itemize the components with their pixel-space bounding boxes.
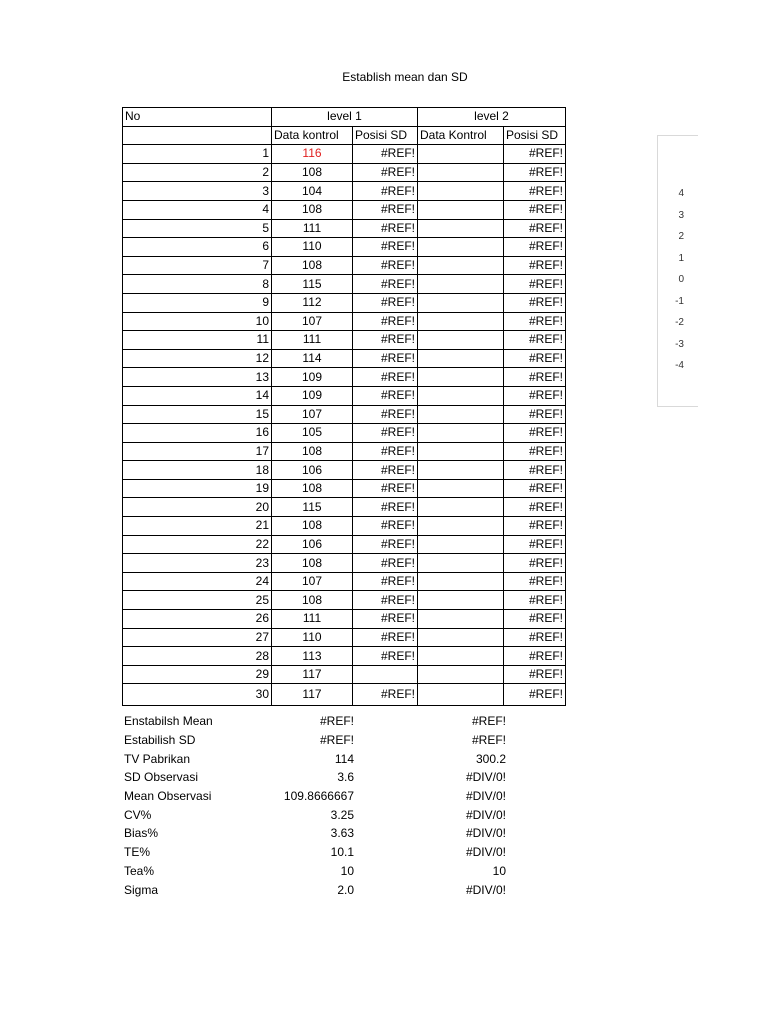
data-kontrol-1-cell[interactable]: 108 [272, 442, 353, 461]
header-posisi-sd-1[interactable]: Posisi SD [353, 126, 418, 145]
header-blank[interactable] [123, 126, 272, 145]
row-number[interactable]: 10 [123, 312, 272, 331]
row-number[interactable]: 3 [123, 182, 272, 201]
table-row [123, 554, 566, 573]
row-number[interactable]: 22 [123, 535, 272, 554]
stat-label[interactable]: Sigma [124, 882, 159, 897]
header-data-kontrol-2[interactable]: Data Kontrol [418, 126, 504, 145]
table-row [123, 479, 566, 498]
table-row [123, 535, 566, 554]
row-number[interactable]: 23 [123, 554, 272, 573]
posisi-sd-2-cell[interactable]: #REF! [504, 535, 566, 554]
row-number[interactable]: 15 [123, 405, 272, 424]
table-row [123, 610, 566, 629]
data-kontrol-1-cell[interactable]: 104 [272, 182, 353, 201]
stat-level1-value[interactable]: 10.1 [330, 845, 354, 860]
y-tick-label: 4 [678, 188, 684, 199]
row-number[interactable]: 6 [123, 238, 272, 257]
posisi-sd-1-cell[interactable]: #REF! [353, 349, 418, 368]
data-kontrol-1-cell[interactable]: 115 [272, 275, 353, 294]
posisi-sd-1-cell[interactable]: #REF! [353, 219, 418, 238]
table-row [123, 293, 566, 312]
header-row-1 [123, 108, 566, 127]
row-number[interactable]: 11 [123, 331, 272, 350]
posisi-sd-2-cell[interactable]: #REF! [504, 293, 566, 312]
stat-label[interactable]: SD Observasi [124, 770, 199, 785]
row-number[interactable]: 28 [123, 647, 272, 666]
stat-gap[interactable] [356, 843, 424, 862]
posisi-sd-2-cell[interactable]: #REF! [504, 238, 566, 257]
posisi-sd-2-cell[interactable]: #REF! [504, 442, 566, 461]
table-row [123, 498, 566, 517]
stat-level1-value[interactable]: 109.8666667 [283, 789, 354, 804]
posisi-sd-1-cell[interactable]: #REF! [353, 424, 418, 443]
posisi-sd-1-cell[interactable]: #REF! [353, 628, 418, 647]
table-row [123, 665, 566, 684]
data-kontrol-2-cell[interactable] [418, 256, 504, 275]
posisi-sd-1-cell[interactable] [353, 665, 418, 684]
chart-fragment [657, 135, 698, 407]
stat-level1-value[interactable]: 2.0 [337, 882, 354, 897]
table-row [123, 386, 566, 405]
data-kontrol-1-cell[interactable]: 117 [272, 684, 353, 706]
stat-level2-value[interactable]: #DIV/0! [465, 789, 506, 804]
posisi-sd-2-cell[interactable]: #REF! [504, 461, 566, 480]
stat-gap[interactable] [356, 749, 424, 768]
stat-level1-value[interactable]: 3.6 [337, 770, 354, 785]
stat-level1-value[interactable]: 10 [340, 863, 354, 878]
row-number[interactable]: 14 [123, 386, 272, 405]
data-kontrol-1-cell[interactable]: 110 [272, 238, 353, 257]
stat-row [122, 787, 508, 806]
posisi-sd-1-cell[interactable]: #REF! [353, 591, 418, 610]
data-kontrol-1-cell[interactable]: 110 [272, 628, 353, 647]
table-row [123, 312, 566, 331]
data-kontrol-2-cell[interactable] [418, 591, 504, 610]
stat-level2-value[interactable]: #DIV/0! [465, 845, 506, 860]
data-kontrol-2-cell[interactable] [418, 200, 504, 219]
data-kontrol-1-cell[interactable]: 106 [272, 535, 353, 554]
posisi-sd-2-cell[interactable]: #REF! [504, 628, 566, 647]
stat-level2-value[interactable]: #DIV/0! [465, 770, 506, 785]
header-level2[interactable]: level 2 [418, 108, 566, 127]
stat-level2-value[interactable]: #DIV/0! [465, 882, 506, 897]
data-kontrol-1-cell[interactable]: 111 [272, 331, 353, 350]
posisi-sd-1-cell[interactable]: #REF! [353, 442, 418, 461]
posisi-sd-2-cell[interactable]: #REF! [504, 517, 566, 536]
data-kontrol-2-cell[interactable] [418, 684, 504, 706]
stat-label[interactable]: TE% [124, 845, 151, 860]
posisi-sd-2-cell[interactable]: #REF! [504, 424, 566, 443]
header-level1[interactable]: level 1 [272, 108, 418, 127]
data-kontrol-2-cell[interactable] [418, 331, 504, 350]
header-row-2 [123, 126, 566, 145]
data-kontrol-2-cell[interactable] [418, 312, 504, 331]
row-number[interactable]: 30 [123, 684, 272, 706]
data-kontrol-2-cell[interactable] [418, 293, 504, 312]
row-number[interactable]: 25 [123, 591, 272, 610]
data-table [122, 107, 566, 706]
table-row [123, 442, 566, 461]
stat-label[interactable]: Enstabilsh Mean [124, 714, 213, 729]
stat-gap[interactable] [356, 731, 424, 750]
posisi-sd-1-cell[interactable]: #REF! [353, 386, 418, 405]
posisi-sd-2-cell[interactable]: #REF! [504, 405, 566, 424]
table-row [123, 331, 566, 350]
stat-level2-value[interactable]: 300.2 [475, 751, 506, 766]
stat-gap[interactable] [356, 787, 424, 806]
posisi-sd-1-cell[interactable]: #REF! [353, 182, 418, 201]
row-number[interactable]: 1 [123, 145, 272, 164]
row-number[interactable]: 12 [123, 349, 272, 368]
data-kontrol-2-cell[interactable] [418, 610, 504, 629]
data-kontrol-1-cell[interactable]: 108 [272, 591, 353, 610]
table-row [123, 424, 566, 443]
data-kontrol-1-cell[interactable]: 105 [272, 424, 353, 443]
y-tick-label: -3 [675, 338, 684, 350]
data-kontrol-1-cell[interactable]: 113 [272, 647, 353, 666]
data-kontrol-2-cell[interactable] [418, 182, 504, 201]
table-row [123, 517, 566, 536]
table-row [123, 256, 566, 275]
data-kontrol-1-cell[interactable]: 117 [272, 665, 353, 684]
stat-label[interactable]: Estabilish SD [124, 733, 196, 748]
y-tick-label: 2 [678, 231, 684, 242]
stat-label[interactable]: TV Pabrikan [124, 751, 191, 766]
posisi-sd-2-cell[interactable]: #REF! [504, 256, 566, 275]
stat-row [122, 749, 508, 768]
row-number[interactable]: 18 [123, 461, 272, 480]
posisi-sd-1-cell[interactable]: #REF! [353, 331, 418, 350]
posisi-sd-2-cell[interactable]: #REF! [504, 610, 566, 629]
table-row [123, 145, 566, 164]
data-kontrol-1-cell[interactable]: 109 [272, 368, 353, 387]
data-kontrol-1-cell[interactable]: 108 [272, 479, 353, 498]
posisi-sd-2-cell[interactable]: #REF! [504, 200, 566, 219]
posisi-sd-1-cell[interactable]: #REF! [353, 479, 418, 498]
data-kontrol-2-cell[interactable] [418, 405, 504, 424]
posisi-sd-1-cell[interactable]: #REF! [353, 684, 418, 706]
stat-level1-value[interactable]: 3.63 [330, 826, 354, 841]
posisi-sd-1-cell[interactable]: #REF! [353, 293, 418, 312]
data-kontrol-1-cell[interactable]: 107 [272, 572, 353, 591]
table-row [123, 368, 566, 387]
y-tick-label: -2 [675, 317, 684, 328]
data-kontrol-2-cell[interactable] [418, 665, 504, 684]
data-kontrol-2-cell[interactable] [418, 424, 504, 443]
stat-label[interactable]: Mean Observasi [124, 789, 212, 804]
posisi-sd-1-cell[interactable]: #REF! [353, 647, 418, 666]
stat-row [122, 731, 508, 750]
data-kontrol-1-cell[interactable]: 108 [272, 163, 353, 182]
data-kontrol-1-cell[interactable]: 114 [272, 349, 353, 368]
stat-level1-value[interactable]: 114 [334, 751, 354, 766]
row-number[interactable]: 19 [123, 479, 272, 498]
row-number[interactable]: 20 [123, 498, 272, 517]
posisi-sd-2-cell[interactable]: #REF! [504, 368, 566, 387]
table-row [123, 405, 566, 424]
stat-level1-value[interactable]: #REF! [319, 733, 354, 748]
data-kontrol-2-cell[interactable] [418, 349, 504, 368]
row-number[interactable]: 8 [123, 275, 272, 294]
stat-level2-value[interactable]: #REF! [471, 714, 506, 729]
stat-row [122, 824, 508, 843]
row-number[interactable]: 27 [123, 628, 272, 647]
posisi-sd-2-cell[interactable]: #REF! [504, 145, 566, 164]
posisi-sd-1-cell[interactable]: #REF! [353, 517, 418, 536]
data-kontrol-2-cell[interactable] [418, 386, 504, 405]
stat-row [122, 862, 508, 881]
data-kontrol-2-cell[interactable] [418, 145, 504, 164]
posisi-sd-2-cell[interactable]: #REF! [504, 312, 566, 331]
posisi-sd-2-cell[interactable]: #REF! [504, 479, 566, 498]
posisi-sd-1-cell[interactable]: #REF! [353, 461, 418, 480]
table-row [123, 591, 566, 610]
y-tick-label: 3 [678, 209, 684, 221]
data-kontrol-2-cell[interactable] [418, 479, 504, 498]
data-kontrol-2-cell[interactable] [418, 163, 504, 182]
table-row [123, 349, 566, 368]
row-number[interactable]: 13 [123, 368, 272, 387]
posisi-sd-2-cell[interactable]: #REF! [504, 665, 566, 684]
posisi-sd-2-cell[interactable]: #REF! [504, 331, 566, 350]
header-no[interactable]: No [123, 108, 272, 127]
stat-level2-value[interactable]: #DIV/0! [465, 826, 506, 841]
y-tick-label: 1 [678, 252, 684, 264]
y-tick-label: 0 [678, 274, 684, 285]
table-row [123, 182, 566, 201]
stats-table [122, 712, 508, 899]
posisi-sd-1-cell[interactable]: #REF! [353, 238, 418, 257]
data-kontrol-2-cell[interactable] [418, 554, 504, 573]
posisi-sd-1-cell[interactable]: #REF! [353, 145, 418, 164]
row-number[interactable]: 29 [123, 665, 272, 684]
table-row [123, 684, 566, 706]
data-kontrol-1-cell[interactable]: 107 [272, 312, 353, 331]
page-title: Establish mean dan SD [342, 70, 468, 84]
stat-level2-value[interactable]: #REF! [471, 733, 506, 748]
stat-gap[interactable] [356, 880, 424, 899]
posisi-sd-1-cell[interactable]: #REF! [353, 498, 418, 517]
stat-level1-value[interactable]: 3.25 [330, 807, 354, 822]
stat-level2-value[interactable]: 10 [492, 863, 506, 878]
header-posisi-sd-2[interactable]: Posisi SD [504, 126, 566, 145]
data-kontrol-2-cell[interactable] [418, 517, 504, 536]
table-row [123, 163, 566, 182]
stat-row [122, 880, 508, 899]
stat-level2-value[interactable]: #DIV/0! [465, 807, 506, 822]
stat-label[interactable]: Tea% [124, 863, 155, 878]
data-kontrol-2-cell[interactable] [418, 535, 504, 554]
stat-row [122, 805, 508, 824]
data-kontrol-1-cell[interactable]: 111 [272, 610, 353, 629]
table-row [123, 275, 566, 294]
stat-row [122, 768, 508, 787]
data-kontrol-1-cell[interactable]: 108 [272, 256, 353, 275]
table-row [123, 219, 566, 238]
stat-gap[interactable] [356, 805, 424, 824]
posisi-sd-1-cell[interactable]: #REF! [353, 312, 418, 331]
stat-gap[interactable] [356, 862, 424, 881]
posisi-sd-1-cell[interactable]: #REF! [353, 405, 418, 424]
posisi-sd-2-cell[interactable]: #REF! [504, 386, 566, 405]
stat-row [122, 843, 508, 862]
data-kontrol-1-cell[interactable]: 106 [272, 461, 353, 480]
row-number[interactable]: 24 [123, 572, 272, 591]
table-row [123, 647, 566, 666]
data-kontrol-2-cell[interactable] [418, 498, 504, 517]
table-row [123, 238, 566, 257]
posisi-sd-2-cell[interactable]: #REF! [504, 591, 566, 610]
data-kontrol-1-cell[interactable]: 108 [272, 517, 353, 536]
posisi-sd-2-cell[interactable]: #REF! [504, 684, 566, 706]
row-number[interactable]: 16 [123, 424, 272, 443]
posisi-sd-1-cell[interactable]: #REF! [353, 610, 418, 629]
data-kontrol-1-cell[interactable]: 108 [272, 554, 353, 573]
posisi-sd-2-cell[interactable]: #REF! [504, 163, 566, 182]
data-kontrol-2-cell[interactable] [418, 368, 504, 387]
stat-level1-value[interactable]: #REF! [319, 714, 354, 729]
posisi-sd-1-cell[interactable]: #REF! [353, 554, 418, 573]
y-tick-label: -4 [675, 360, 684, 371]
data-kontrol-1-cell[interactable]: 115 [272, 498, 353, 517]
stat-label[interactable]: Bias% [124, 826, 159, 841]
row-number[interactable]: 5 [123, 219, 272, 238]
data-kontrol-1-cell[interactable]: 107 [272, 405, 353, 424]
stat-gap[interactable] [356, 824, 424, 843]
row-number[interactable]: 21 [123, 517, 272, 536]
stat-gap[interactable] [356, 768, 424, 787]
data-kontrol-2-cell[interactable] [418, 461, 504, 480]
posisi-sd-1-cell[interactable]: #REF! [353, 200, 418, 219]
posisi-sd-1-cell[interactable]: #REF! [353, 368, 418, 387]
posisi-sd-2-cell[interactable]: #REF! [504, 498, 566, 517]
row-number[interactable]: 26 [123, 610, 272, 629]
table-row [123, 461, 566, 480]
posisi-sd-1-cell[interactable]: #REF! [353, 572, 418, 591]
row-number[interactable]: 7 [123, 256, 272, 275]
table-row [123, 200, 566, 219]
header-data-kontrol-1[interactable]: Data kontrol [272, 126, 353, 145]
posisi-sd-2-cell[interactable]: #REF! [504, 275, 566, 294]
data-kontrol-1-cell[interactable]: 109 [272, 386, 353, 405]
row-number[interactable]: 17 [123, 442, 272, 461]
posisi-sd-2-cell[interactable]: #REF! [504, 572, 566, 591]
row-number[interactable]: 9 [123, 293, 272, 312]
posisi-sd-2-cell[interactable]: #REF! [504, 182, 566, 201]
posisi-sd-2-cell[interactable]: #REF! [504, 219, 566, 238]
data-kontrol-1-cell[interactable]: 112 [272, 293, 353, 312]
data-kontrol-2-cell[interactable] [418, 219, 504, 238]
data-kontrol-1-cell[interactable]: 108 [272, 200, 353, 219]
table-row [123, 572, 566, 591]
data-kontrol-2-cell[interactable] [418, 647, 504, 666]
data-kontrol-1-cell[interactable]: 111 [272, 219, 353, 238]
posisi-sd-1-cell[interactable]: #REF! [353, 275, 418, 294]
posisi-sd-1-cell[interactable]: #REF! [353, 535, 418, 554]
stat-label[interactable]: CV% [124, 807, 152, 822]
data-kontrol-2-cell[interactable] [418, 238, 504, 257]
data-kontrol-2-cell[interactable] [418, 442, 504, 461]
stat-row [122, 712, 508, 731]
data-kontrol-2-cell[interactable] [418, 275, 504, 294]
row-number[interactable]: 4 [123, 200, 272, 219]
y-tick-label: -1 [675, 295, 684, 307]
table-row [123, 628, 566, 647]
posisi-sd-2-cell[interactable]: #REF! [504, 554, 566, 573]
posisi-sd-2-cell[interactable]: #REF! [504, 647, 566, 666]
data-kontrol-1-cell[interactable]: 116 [272, 145, 353, 164]
posisi-sd-1-cell[interactable]: #REF! [353, 163, 418, 182]
data-kontrol-2-cell[interactable] [418, 628, 504, 647]
row-number[interactable]: 2 [123, 163, 272, 182]
posisi-sd-2-cell[interactable]: #REF! [504, 349, 566, 368]
data-kontrol-2-cell[interactable] [418, 572, 504, 591]
posisi-sd-1-cell[interactable]: #REF! [353, 256, 418, 275]
stat-gap[interactable] [356, 712, 424, 731]
